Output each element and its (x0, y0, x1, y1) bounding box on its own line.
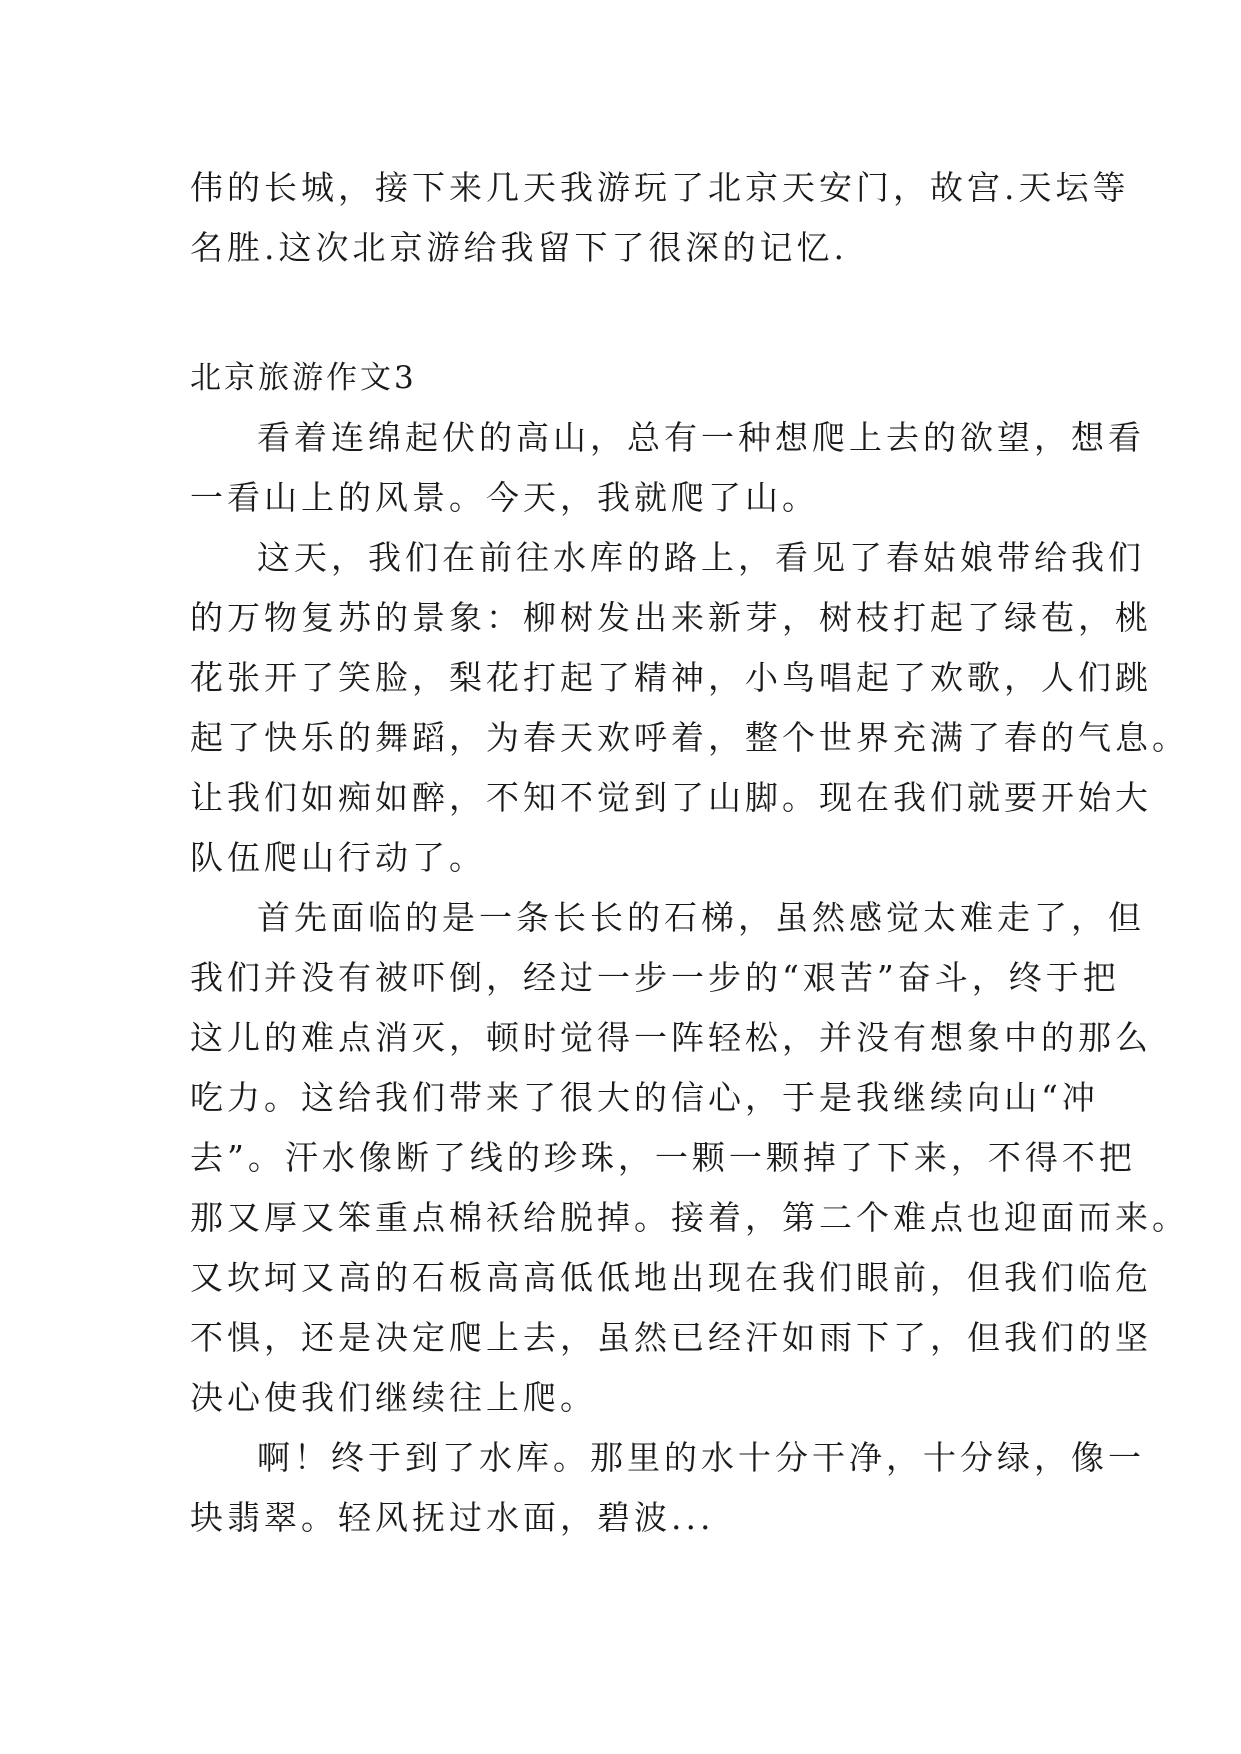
text-line: 这儿的难点消灭，顿时觉得一阵轻松，并没有想象中的那么 (190, 1018, 1152, 1057)
text-line: 花张开了笑脸，梨花打起了精神，小鸟唱起了欢歌，人们跳 (190, 658, 1152, 697)
text-line: 首先面临的是一条长长的石梯，虽然感觉太难走了，但 (257, 898, 1145, 937)
text-line: 块翡翠。轻风抚过水面，碧波... (190, 1498, 715, 1537)
text-line: 吃力。这给我们带来了很大的信心，于是我继续向山“冲 (190, 1078, 1099, 1117)
text-line: 队伍爬山行动了。 (190, 838, 486, 877)
text-line: 那又厚又笨重点棉袄给脱掉。接着，第二个难点也迎面而来。 (190, 1198, 1189, 1237)
text-line: 我们并没有被吓倒，经过一步一步的“艰苦”奋斗，终于把 (190, 958, 1120, 997)
paragraph-4 (190, 1428, 1145, 1548)
text-line: 一看山上的风景。今天，我就爬了山。 (190, 478, 819, 517)
text-line: 的万物复苏的景象：柳树发出来新芽，树枝打起了绿苞，桃 (190, 598, 1152, 637)
text-line: 看着连绵起伏的高山，总有一种想爬上去的欲望，想看 (257, 418, 1145, 457)
text-line: 这天，我们在前往水库的路上，看见了春姑娘带给我们 (257, 538, 1145, 577)
document-page (190, 158, 1189, 1548)
text-line: 不惧，还是决定爬上去，虽然已经汗如雨下了，但我们的坚 (190, 1318, 1152, 1357)
paragraph-3 (190, 888, 1189, 1428)
section-title: 北京旅游作文3 (190, 360, 417, 396)
text-line: 让我们如痴如醉，不知不觉到了山脚。现在我们就要开始大 (190, 778, 1152, 817)
text-line: 去”。汗水像断了线的珍珠，一颗一颗掉了下来，不得不把 (190, 1138, 1136, 1177)
text-line: 啊！终于到了水库。那里的水十分干净，十分绿，像一 (257, 1438, 1145, 1477)
continuation-paragraph (190, 158, 1130, 278)
paragraph-2 (190, 528, 1189, 888)
text-line: 决心使我们继续往上爬。 (190, 1378, 597, 1417)
text-line: 起了快乐的舞蹈，为春天欢呼着，整个世界充满了春的气息。 (190, 718, 1189, 757)
text-line: 伟的长城，接下来几天我游玩了北京天安门，故宫.天坛等 (190, 168, 1130, 207)
text-line: 名胜.这次北京游给我留下了很深的记忆. (190, 228, 848, 267)
paragraph-1 (190, 408, 1145, 528)
text-line: 又坎坷又高的石板高高低低地出现在我们眼前，但我们临危 (190, 1258, 1152, 1297)
